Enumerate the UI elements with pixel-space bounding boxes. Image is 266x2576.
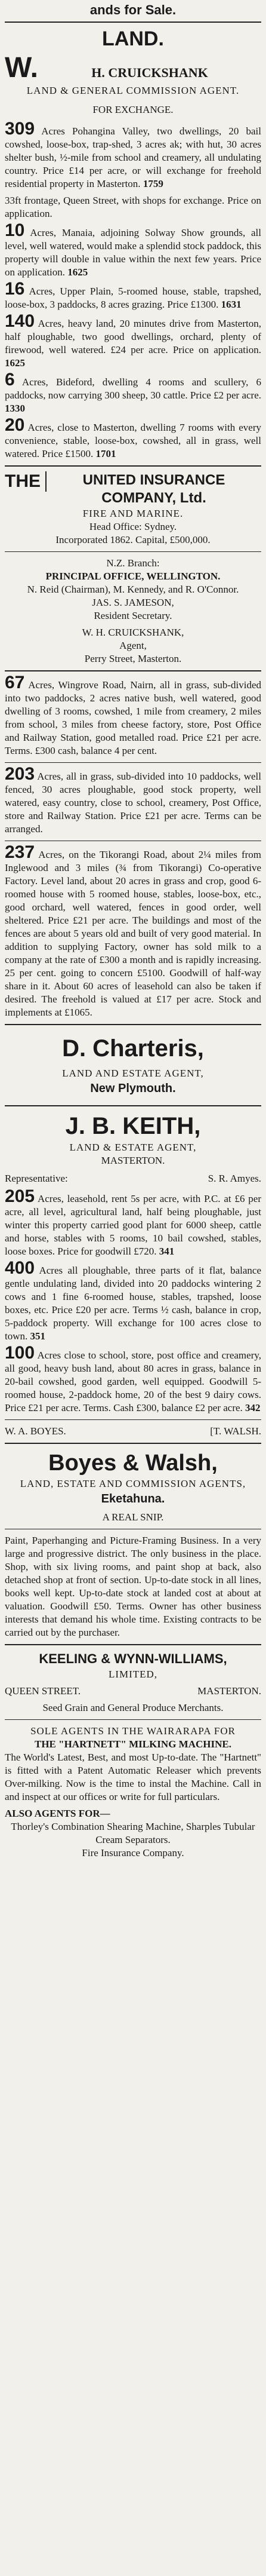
divider (5, 762, 261, 763)
insurance-principal: PRINCIPAL OFFICE, WELLINGTON. (45, 571, 221, 582)
cruickshank-ad (5, 26, 261, 461)
boyes-snip: A REAL SNIP. (102, 1511, 164, 1523)
insurance-name: UNITED INSURANCE COMPANY, Ltd. (82, 472, 225, 506)
charteris-ad (5, 1030, 261, 1100)
page (5, 0, 261, 1860)
boyes-name: Boyes & Walsh, (48, 1450, 218, 1476)
keith-loc: MASTERTON. (101, 1155, 165, 1166)
insurance-agent-loc: Perry Street, Masterton. (84, 653, 182, 664)
mid-listings (5, 673, 262, 1019)
divider (5, 551, 261, 552)
insurance-inc: Incorporated 1862. Capital, £500,000. (55, 534, 211, 545)
footer-right: [T. WALSH. (210, 1425, 261, 1437)
boyes-sub: LAND, ESTATE AND COMMISSION AGENTS, (20, 1478, 246, 1489)
insurance-directors: N. Reid (Chairman), M. Kennedy, and R. O'Connor. (27, 584, 239, 595)
keeling-desc: Seed Grain and General Produce Merchants. (42, 1702, 224, 1713)
insurance-agent-title: Agent, (119, 640, 147, 651)
boyes-text: Paint, Paperhanging and Picture-Framing Business. In a very large and progressive district. The only business in the place. Shop, with six living rooms, and paint shop at back, also detached shop at front of section. Up-to-date stock in all lines, books well kept. Up-to-date stock at landed cost at about at valuation. Goodwill £50. Terms. Owner has other business interests that demand his whole time. Existing contracts to be carried out by the purchaser. (5, 1535, 261, 1638)
boyes-loc: Eketahuna. (101, 1492, 165, 1505)
keeling-street: QUEEN STREET. (5, 1685, 81, 1697)
insurance-agent: W. H. CRUICKSHANK, (82, 627, 184, 638)
divider (5, 1443, 261, 1444)
agent-name: H. CRUICKSHANK (91, 65, 208, 80)
divider (5, 670, 261, 671)
initial-w: W. (5, 52, 38, 84)
keeling-also: ALSO AGENTS FOR— (5, 1808, 110, 1819)
divider (5, 1024, 261, 1025)
listing: 100 Acres close to school, store, post office and creamery, all good, heavy bush land, about 80 acres in grass, balance in 20-bail cowshed, good garden, well equipped. Goodwill 5-roomed house, 2-paddock home, 20 of the best 9 dairy cows. Price £21 per acre. Terms. Cash £300, balance £2 per acre. 342 (5, 1343, 261, 1413)
keeling-name: KEELING & WYNN-WILLIAMS, (39, 1651, 227, 1666)
keeling-item2: Fire Insurance Company. (82, 1847, 184, 1859)
charteris-name: D. Charteris, (62, 1035, 204, 1062)
keith-name: J. B. KEITH, (65, 1113, 201, 1139)
rep-label: Representative: (5, 1173, 68, 1184)
keith-ad (5, 1111, 261, 1438)
listing: 67 Acres, Wingrove Road, Nairn, all in grass, sub-divided into two paddocks, 2 acres native bush, well watered, good dwelling of 3 rooms, cowshed, 1 mile from creamery, 2 miles from school, 3 miles from cheese factory, store, Post Office and Railway Station, good metalled road. Price £21 per acre. Terms. £300 cash, balance 4 per cent. (5, 673, 261, 756)
keith-sub: LAND & ESTATE AGENT, (69, 1142, 197, 1153)
divider (5, 465, 261, 467)
divider (5, 1105, 261, 1106)
listing: 309 Acres Pohangina Valley, two dwellings, 20 bail cowshed, loose-box, trap-shed, 3 acres ak; with hut, 30 acres shelter bush, ½-mile from school and creamery, all undulating country. Price £14 per acre, or will exchange for freehold residential property in Masterton. 1759 (5, 119, 262, 189)
keeling-text: The World's Latest, Best, and most Up-to-date. The "Hartnett" is fitted with a Patent Automatic Releaser which prevents Over-milking. Now is the time to instal the Machine. Call in and inspect at our offices or write for full particulars. (5, 1752, 261, 1802)
insurance-nz: N.Z. Branch: (106, 557, 160, 569)
keeling-agents: SOLE AGENTS IN THE WAIRARAPA FOR (30, 1725, 236, 1737)
rep-name: S. R. Amyes. (208, 1173, 261, 1184)
listing: 16 Acres, Upper Plain, 5-roomed house, stable, trapshed, loose-box, 3 paddocks, 8 acres grazing. Price £1300. 1631 (5, 279, 262, 310)
keeling-town: MASTERTON. (197, 1685, 261, 1697)
listing: 33ft frontage, Queen Street, with shops for exchange. Price on application. (5, 195, 261, 219)
listing: 203 Acres, all in grass, sub-divided into 10 paddocks, well fenced, 30 acres ploughable, good stock property, well watered, easy country, close to school, creamery, Post Office, store and Railway Station. Price £21 per acre. Terms can be arranged. (5, 764, 261, 835)
page-header: ands for Sale. (5, 1, 261, 23)
divider (5, 1719, 261, 1720)
insurance-the: THE (5, 471, 47, 492)
listing: 205 Acres, leasehold, rent 5s per acre, with P.C. at £6 per acre, all level, agricultural land, half being ploughable, just winter this property carried good plant for 6000 sheep, cattle and horse, stables with 5 rooms, 10 bail cowshed, stables, loose boxes. Price for goodwill £720. 341 (5, 1186, 262, 1257)
charteris-sub: LAND AND ESTATE AGENT, (62, 1068, 204, 1079)
keeling-ad (5, 1650, 261, 1860)
listing: 10 Acres, Manaia, adjoining Solway Show grounds, all level, well watered, would make a splendid stock paddock, this property will double in value within the next few years. Price on application. 1625 (5, 220, 261, 278)
cruickshank-listings (5, 119, 262, 461)
keeling-product: THE "HARTNETT" MILKING MACHINE. (35, 1738, 231, 1750)
boyes-ad (5, 1449, 261, 1639)
divider (5, 1644, 261, 1645)
insurance-office: Head Office: Sydney. (89, 521, 177, 532)
keeling-ltd: LIMITED, (108, 1669, 158, 1680)
insurance-sec-title: Resident Secretary. (94, 610, 172, 621)
charteris-loc: New Plymouth. (90, 1082, 176, 1095)
listing: 6 Acres, Bideford, dwelling 4 rooms and scullery, 6 paddocks, now carrying 300 sheep, 30 cattle. Price £2 per acre. 1330 (5, 370, 262, 414)
insurance-secretary: JAS. S. JAMESON, (92, 597, 174, 608)
listing: 237 Acres, on the Tikorangi Road, about 2¼ miles from Inglewood and 3 miles (¾ from Tikorangi) Co-operative Factory. Level land, about 20 acres in grass and crop, good 6-roomed house with 5 roomed house, stables, loose-box, etc., good orchard, well watered, fences in good order, well sheltered. Price £21 per acre. The buildings and most of the fences are about 5 years old and built of very good material. In addition to supplying Factory, owner has sold milk to a company at the rate of £300 a month and is rapidly increasing. 25 per cent. going to concern £5100. Goodwill of half-way share in it. About 60 acres of leasehold can also be taken if desired. The freehold is valued at £17 per acre. Stock and implements at £1065. (5, 842, 262, 1018)
insurance-sub: FIRE AND MARINE. (82, 508, 184, 519)
insurance-ad (5, 471, 261, 666)
exchange-heading: FOR EXCHANGE. (92, 104, 174, 115)
land-heading: LAND. (102, 27, 164, 50)
listing: 140 Acres, heavy land, 20 minutes drive from Masterton, half ploughable, two good dwellings, orchard, plenty of firewood, well watered. £24 per acre. Price on application. 1625 (5, 311, 261, 369)
listing: 400 Acres all ploughable, three parts of it flat, balance gentle undulating land, divided into 20 paddocks wintering 2 cows and 1 fine 6-roomed house, stables, trapshed, loose boxes, etc. Price £20 per acre. Terms ½ cash, balance in crop, 5-paddock property. Will exchange for 100 acres close to town. 351 (5, 1258, 262, 1342)
keeling-item1: Thorley's Combination Shearing Machine, Sharples Tubular Cream Separators. (11, 1821, 255, 1845)
agent-subtitle: LAND & GENERAL COMMISSION AGENT. (26, 85, 240, 96)
listing: 20 Acres, close to Masterton, dwelling 7 rooms with every convenience, stable, loose-box, cowshed, all in grass, well watered. Price £1500. 1701 (5, 415, 261, 459)
divider (5, 1419, 261, 1420)
footer-left: W. A. BOYES. (5, 1425, 66, 1437)
